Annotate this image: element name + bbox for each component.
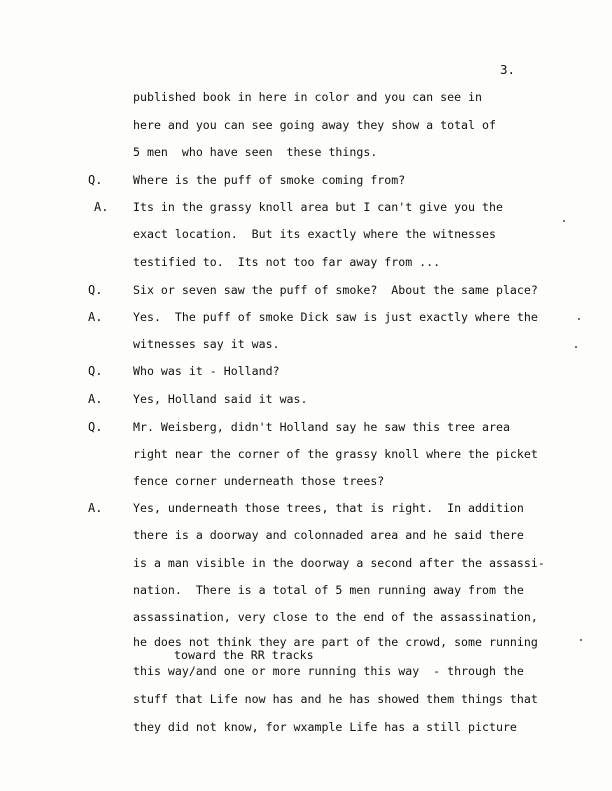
transcript-line: exact location. But its exactly where the witnesses — [133, 227, 496, 241]
transcript-line: there is a doorway and colonnaded area and he said there — [133, 528, 524, 542]
transcript-line: Six or seven saw the puff of smoke? About the same place? — [133, 283, 538, 297]
page-number: 3. — [500, 62, 516, 77]
transcript-line: here and you can see going away they show a total of — [133, 118, 496, 132]
transcript-line: Yes. The puff of smoke Dick saw is just exactly where the — [133, 310, 538, 324]
transcript-line: fence corner underneath those trees? — [133, 474, 385, 488]
transcript-line: right near the corner of the grassy knoll where the picket — [133, 447, 538, 461]
transcript-line: Who was it - Holland? — [133, 364, 280, 378]
transcript-line: assassination, very close to the end of the assassination, — [133, 610, 538, 624]
scan-speck — [563, 220, 565, 222]
transcript-line: Mr. Weisberg, didn't Holland say he saw this tree area — [133, 420, 510, 434]
transcript-line: nation. There is a total of 5 men running away from the — [133, 583, 524, 597]
scan-speck — [575, 346, 577, 348]
answer-marker: A. — [94, 200, 109, 214]
transcript-line: Its in the grassy knoll area but I can't give you the — [133, 200, 503, 214]
transcript-line: 5 men who have seen these things. — [133, 145, 378, 159]
transcript-line: is a man visible in the doorway a second after the assassi- — [133, 556, 545, 570]
transcript-line: testified to. Its not too far away from ... — [133, 255, 441, 269]
transcript-line: published book in here in color and you can see in — [133, 90, 483, 104]
transcript-line: this way/and one or more running this way - through the — [133, 664, 524, 678]
question-marker: Q. — [88, 364, 103, 378]
question-marker: Q. — [88, 283, 103, 297]
transcript-line: Yes, Holland said it was. — [133, 392, 308, 406]
transcript-line: Yes, underneath those trees, that is right. In addition — [133, 501, 524, 515]
answer-marker: A. — [88, 501, 103, 515]
question-marker: Q. — [88, 420, 103, 434]
transcript-line: Where is the puff of smoke coming from? — [133, 173, 406, 187]
scan-speck — [578, 318, 580, 320]
scan-speck — [580, 639, 582, 641]
transcript-line: stuff that Life now has and he has showed them things that — [133, 692, 538, 706]
answer-marker: A. — [88, 310, 103, 324]
transcript-line: they did not know, for wxample Life has a still picture — [133, 720, 517, 734]
handwritten-insertion: toward the RR tracks — [174, 648, 314, 662]
transcript-line: he does not think they are part of the crowd, some running — [133, 635, 538, 649]
question-marker: Q. — [88, 173, 103, 187]
transcript-line: witnesses say it was. — [133, 337, 280, 351]
answer-marker: A. — [88, 392, 103, 406]
